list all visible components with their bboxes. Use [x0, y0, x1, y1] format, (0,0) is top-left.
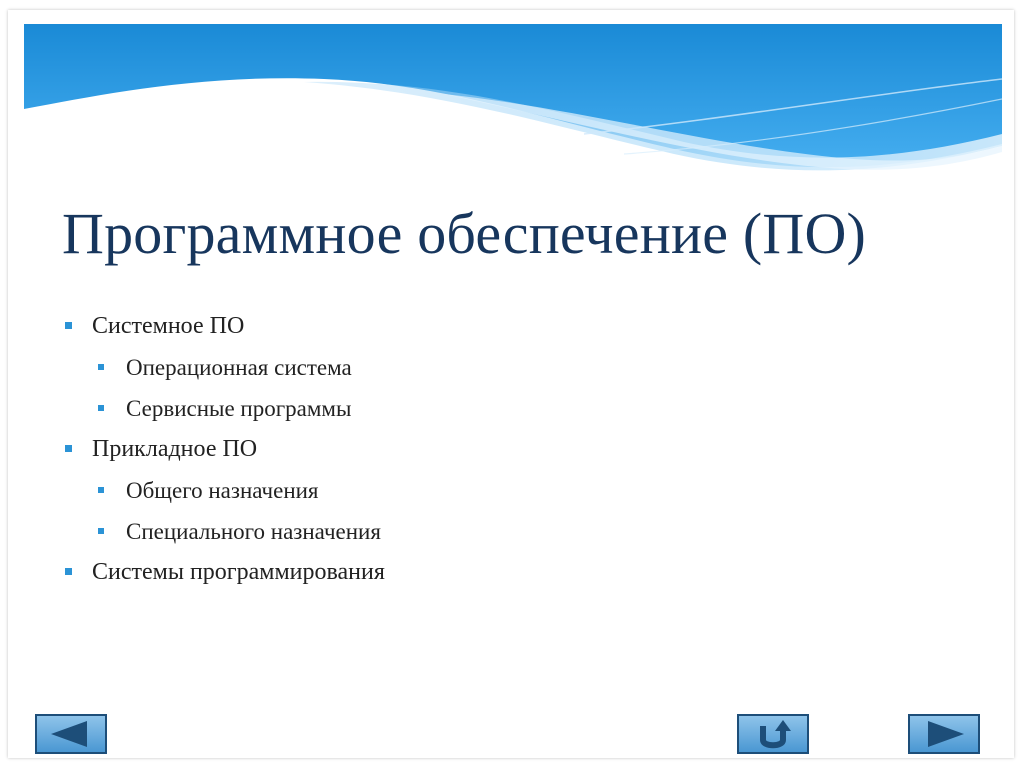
- bullet-square-icon: [98, 364, 104, 370]
- next-button[interactable]: [908, 714, 980, 754]
- bullet-label: Прикладное ПО: [92, 436, 258, 462]
- bullet-subitem-special-purpose: [62, 511, 385, 552]
- bullet-square-icon: [65, 445, 72, 452]
- return-button[interactable]: [737, 714, 809, 754]
- bullet-subitem-service-programs: [62, 388, 385, 429]
- header-wave-decoration: [24, 24, 1002, 184]
- u-turn-icon: [739, 716, 807, 752]
- bullet-subitem-operating-system: [62, 347, 385, 388]
- bullet-square-icon: [98, 487, 104, 493]
- bullet-square-icon: [98, 405, 104, 411]
- bullet-list: [62, 306, 385, 593]
- bullet-item-application-software: [62, 429, 385, 470]
- bullet-square-icon: [65, 322, 72, 329]
- bullet-item-system-software: [62, 306, 385, 347]
- bullet-label: Системы программирования: [92, 559, 385, 585]
- triangle-left-icon: [37, 716, 105, 752]
- triangle-right-icon: [910, 716, 978, 752]
- bullet-square-icon: [98, 528, 104, 534]
- bullet-label: Системное ПО: [92, 313, 245, 339]
- bullet-subitem-general-purpose: [62, 470, 385, 511]
- bullet-label: Операционная система: [126, 355, 352, 380]
- bullet-square-icon: [65, 568, 72, 575]
- bullet-label: Общего назначения: [126, 478, 319, 503]
- bullet-label: Специального назначения: [126, 519, 381, 544]
- back-button[interactable]: [35, 714, 107, 754]
- slide-title: Программное обеспечение (ПО): [62, 201, 867, 266]
- bullet-item-programming-systems: [62, 552, 385, 593]
- bullet-label: Сервисные программы: [126, 396, 352, 421]
